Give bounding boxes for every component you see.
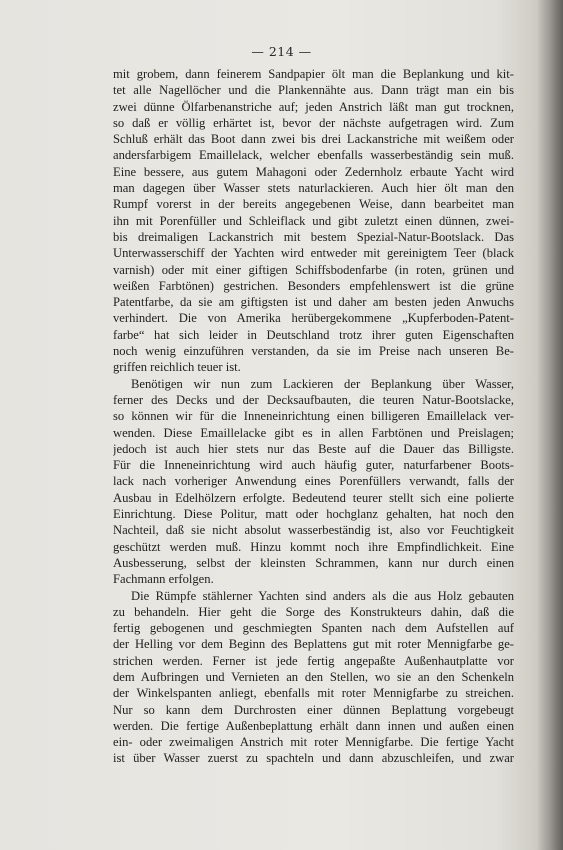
text-line: fertig gebogenen und geschmiegten Spanten nach dem Aufstellen auf	[113, 621, 514, 636]
text-line: so daß er völlig erhärtet ist, bevor der nächste aufgetragen wird. Zum	[113, 115, 514, 130]
text-line: verhindert. Die von Amerika herübergekommene „Kupferboden-Patent-	[113, 311, 514, 326]
text-line: Patentfarbe, da sie am giftigsten ist und daher am besten jeden Anwuchs	[113, 295, 514, 310]
text-line: geschützt werden muß. Hinzu kommt noch ihre Empfindlichkeit. Eine	[113, 539, 514, 554]
text-line: bis dreimaligen Lackanstrich mit bestem Spezial-Natur-Bootslack. Das	[113, 229, 514, 244]
paragraph-1	[113, 66, 514, 376]
text-line: dem Aufbringen und Vernieten an den Stellen, wo sie an den Schenkeln	[113, 669, 514, 684]
paragraph-2	[113, 376, 514, 588]
text-line: Schluß erhält das Boot dann zwei bis drei Lackanstriche mit weißem oder	[113, 132, 514, 147]
text-line: der Winkelspanten anliegt, ebenfalls mit roter Mennigfarbe zu streichen.	[113, 686, 514, 701]
text-line: Unterwasserschiff der Yachten wird entweder mit gereinigtem Teer (black	[113, 246, 514, 261]
text-line: Fachmann erfolgen.	[113, 572, 214, 587]
text-line: wenden. Diese Emaillelacke gibt es in allen Farbtönen und Preislagen;	[113, 425, 514, 440]
text-line: ferner des Decks und der Decksaufbauten, die teuren Natur-Bootslacke,	[113, 392, 514, 407]
text-line: tet alle Nagellöcher und die Plankennähte aus. Dann trägt man ein bis	[113, 83, 514, 98]
text-line: Einrichtung. Diese Politur, matt oder hochglanz gehalten, hat noch den	[113, 507, 514, 522]
text-line: Nachteil, daß sie nicht absolut wasserbeständig ist, also vor Feuchtigkeit	[113, 523, 514, 538]
text-line: zu behandeln. Hier geht die Sorge des Konstrukteurs dahin, daß die	[113, 604, 514, 619]
text-line: ihn mit Porenfüller und Schleiflack und gibt zuletzt einen dünnen, zwei-	[113, 213, 514, 228]
binding-shadow	[537, 0, 563, 850]
paragraph-3	[113, 588, 514, 767]
text-line: ist über Wasser zuerst zu spachteln und dann abzuschleifen, und zwar	[113, 751, 514, 766]
text-line: Benötigen wir nun zum Lackieren der Beplankung über Wasser,	[131, 376, 514, 391]
text-line: der Helling vor dem Beginn des Beplattens gut mit roter Mennigfarbe ge-	[113, 637, 514, 652]
text-line: noch wenig einzuführen verstanden, da sie im Preise nach unseren Be-	[113, 344, 514, 359]
text-line: ein- oder zweimaligen Anstrich mit roter Mennigfarbe. Die fertige Yacht	[113, 735, 514, 750]
text-line: man dagegen über Wasser stets naturlackieren. Auch hier ölt man den	[113, 181, 514, 196]
text-line: farbe“ hat sich leider in Deutschland trotz ihrer guten Eigenschaften	[113, 327, 514, 342]
text-line: Die Rümpfe stählerner Yachten sind anders als die aus Holz gebauten	[131, 588, 514, 603]
body-text	[113, 66, 514, 767]
text-line: Ausbesserung, selbst der kleinsten Schrammen, kann nur durch einen	[113, 555, 514, 570]
page-number: — 214 —	[251, 44, 312, 59]
text-line: lack nach vorheriger Anwendung eines Porenfüllers verwandt, falls der	[113, 474, 514, 489]
text-line: so können wir für die Inneneinrichtung einen billigeren Emaillelack ver-	[113, 409, 514, 424]
text-line: weißen Farbtönen) gestrichen. Besonders empfehlenswert ist die grüne	[113, 278, 514, 293]
text-line: Nur so kann dem Durchrosten einer dünnen Beplattung vorgebeugt	[113, 702, 514, 717]
text-line: Eine bessere, aus gutem Mahagoni oder Zedernholz erbaute Yacht wird	[113, 164, 514, 179]
text-line: werden. Die fertige Außenbeplattung erhält dann innen und außen einen	[113, 718, 514, 733]
text-line: andersfarbigem Emaillelack, welcher ebenfalls wasserbeständig sein muß.	[113, 148, 514, 163]
text-line: Für die Inneneinrichtung wird auch häufig guter, naturfarbener Boots-	[113, 458, 514, 473]
text-line: zwei dünne Ölfarbenanstriche auf; jeden Anstrich läßt man gut trocknen,	[113, 99, 514, 114]
text-line: jedoch ist auch hier stets nur das Beste auf die Dauer das Billigste.	[113, 441, 514, 456]
text-line: griffen reichlich teuer ist.	[113, 360, 241, 375]
text-line: varnish) oder mit einer giftigen Schiffsbodenfarbe (in roten, grünen und	[113, 262, 514, 277]
text-line: mit grobem, dann feinerem Sandpapier ölt man die Beplankung und kit-	[113, 67, 514, 81]
text-line: strichen werden. Ferner ist jede fertig angepaßte Außenhautplatte vor	[113, 653, 514, 668]
text-line: Ausbau in Edelhölzern erfolgte. Bedeutend teurer stellt sich eine polierte	[113, 490, 514, 505]
text-line: Rumpf vorerst in der bereits angegebenen Weise, dann bearbeitet man	[113, 197, 514, 212]
